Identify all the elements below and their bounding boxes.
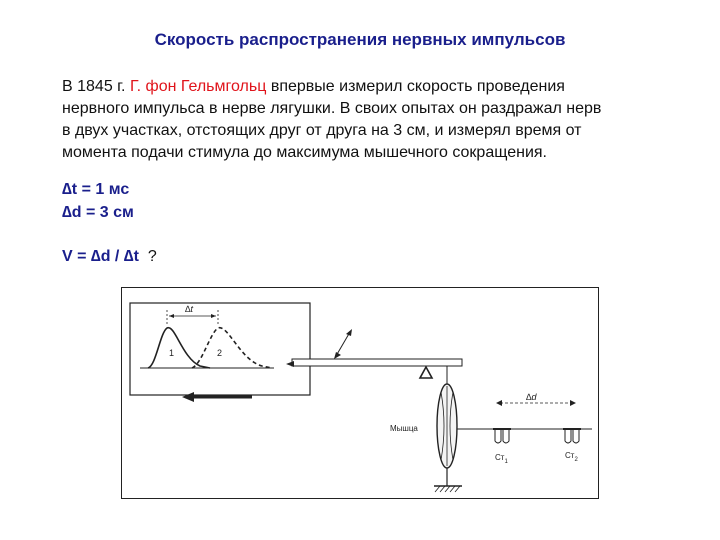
muscle-label: Мышца	[390, 424, 418, 433]
lever-motion-arrowhead-up	[346, 329, 352, 336]
lever-arm	[292, 359, 462, 366]
curve-1	[148, 328, 210, 368]
curve-2-label: 2	[217, 348, 223, 358]
paragraph-line-3: в двух участках, отстоящих друг от друга на 3 см, и измерял время от	[62, 122, 582, 139]
paragraph-line-1	[62, 76, 680, 98]
lever-motion-arrowhead-down	[334, 352, 341, 359]
dd-arrowhead-left	[496, 400, 502, 406]
electrode-1-label: $Ст_1$	[495, 453, 508, 465]
dt-arrowhead-left	[169, 314, 174, 318]
question-mark: ?	[147, 248, 157, 265]
lever-tip	[286, 361, 294, 367]
formula-dd: ∆d = 3 см	[62, 204, 134, 221]
drum-direction-arrowhead	[182, 392, 194, 402]
intro-paragraph	[62, 76, 680, 164]
slide-title: Скорость распространения нервных импульсов	[154, 30, 566, 49]
dt-arrowhead-right	[211, 314, 216, 318]
curve-1-label: 1	[169, 348, 175, 358]
lever-pivot	[420, 367, 432, 378]
dt-label: ∆t	[185, 304, 194, 314]
experiment-diagram	[121, 287, 599, 499]
paragraph-line-4: момента подачи стимула до максимума мышечного сокращения.	[62, 144, 547, 161]
ground-hatch	[435, 486, 460, 492]
dd-label: ∆d	[526, 392, 537, 402]
paragraph-line-1-post: впервые измерил скорость проведения	[266, 78, 565, 95]
formula-v: V = ∆d / ∆t	[62, 248, 139, 265]
formula-dt: ∆t = 1 мс	[62, 181, 130, 198]
electrode-1	[493, 429, 511, 443]
paragraph-line-2: нервного импульса в нерве лягушки. В своих опытах он раздражал нерв	[62, 100, 602, 117]
paragraph-line-1-pre: В 1845 г.	[62, 78, 130, 95]
experiment-diagram-svg	[122, 288, 600, 500]
helmholtz-name: Г. фон Гельмгольц	[129, 78, 267, 95]
lever-motion-arrow	[336, 332, 350, 356]
curve-2	[192, 328, 272, 368]
dd-arrowhead-right	[570, 400, 576, 406]
electrode-2-label: $Ст_2$	[565, 451, 578, 463]
formula-velocity	[62, 248, 157, 266]
electrode-2	[563, 429, 581, 443]
